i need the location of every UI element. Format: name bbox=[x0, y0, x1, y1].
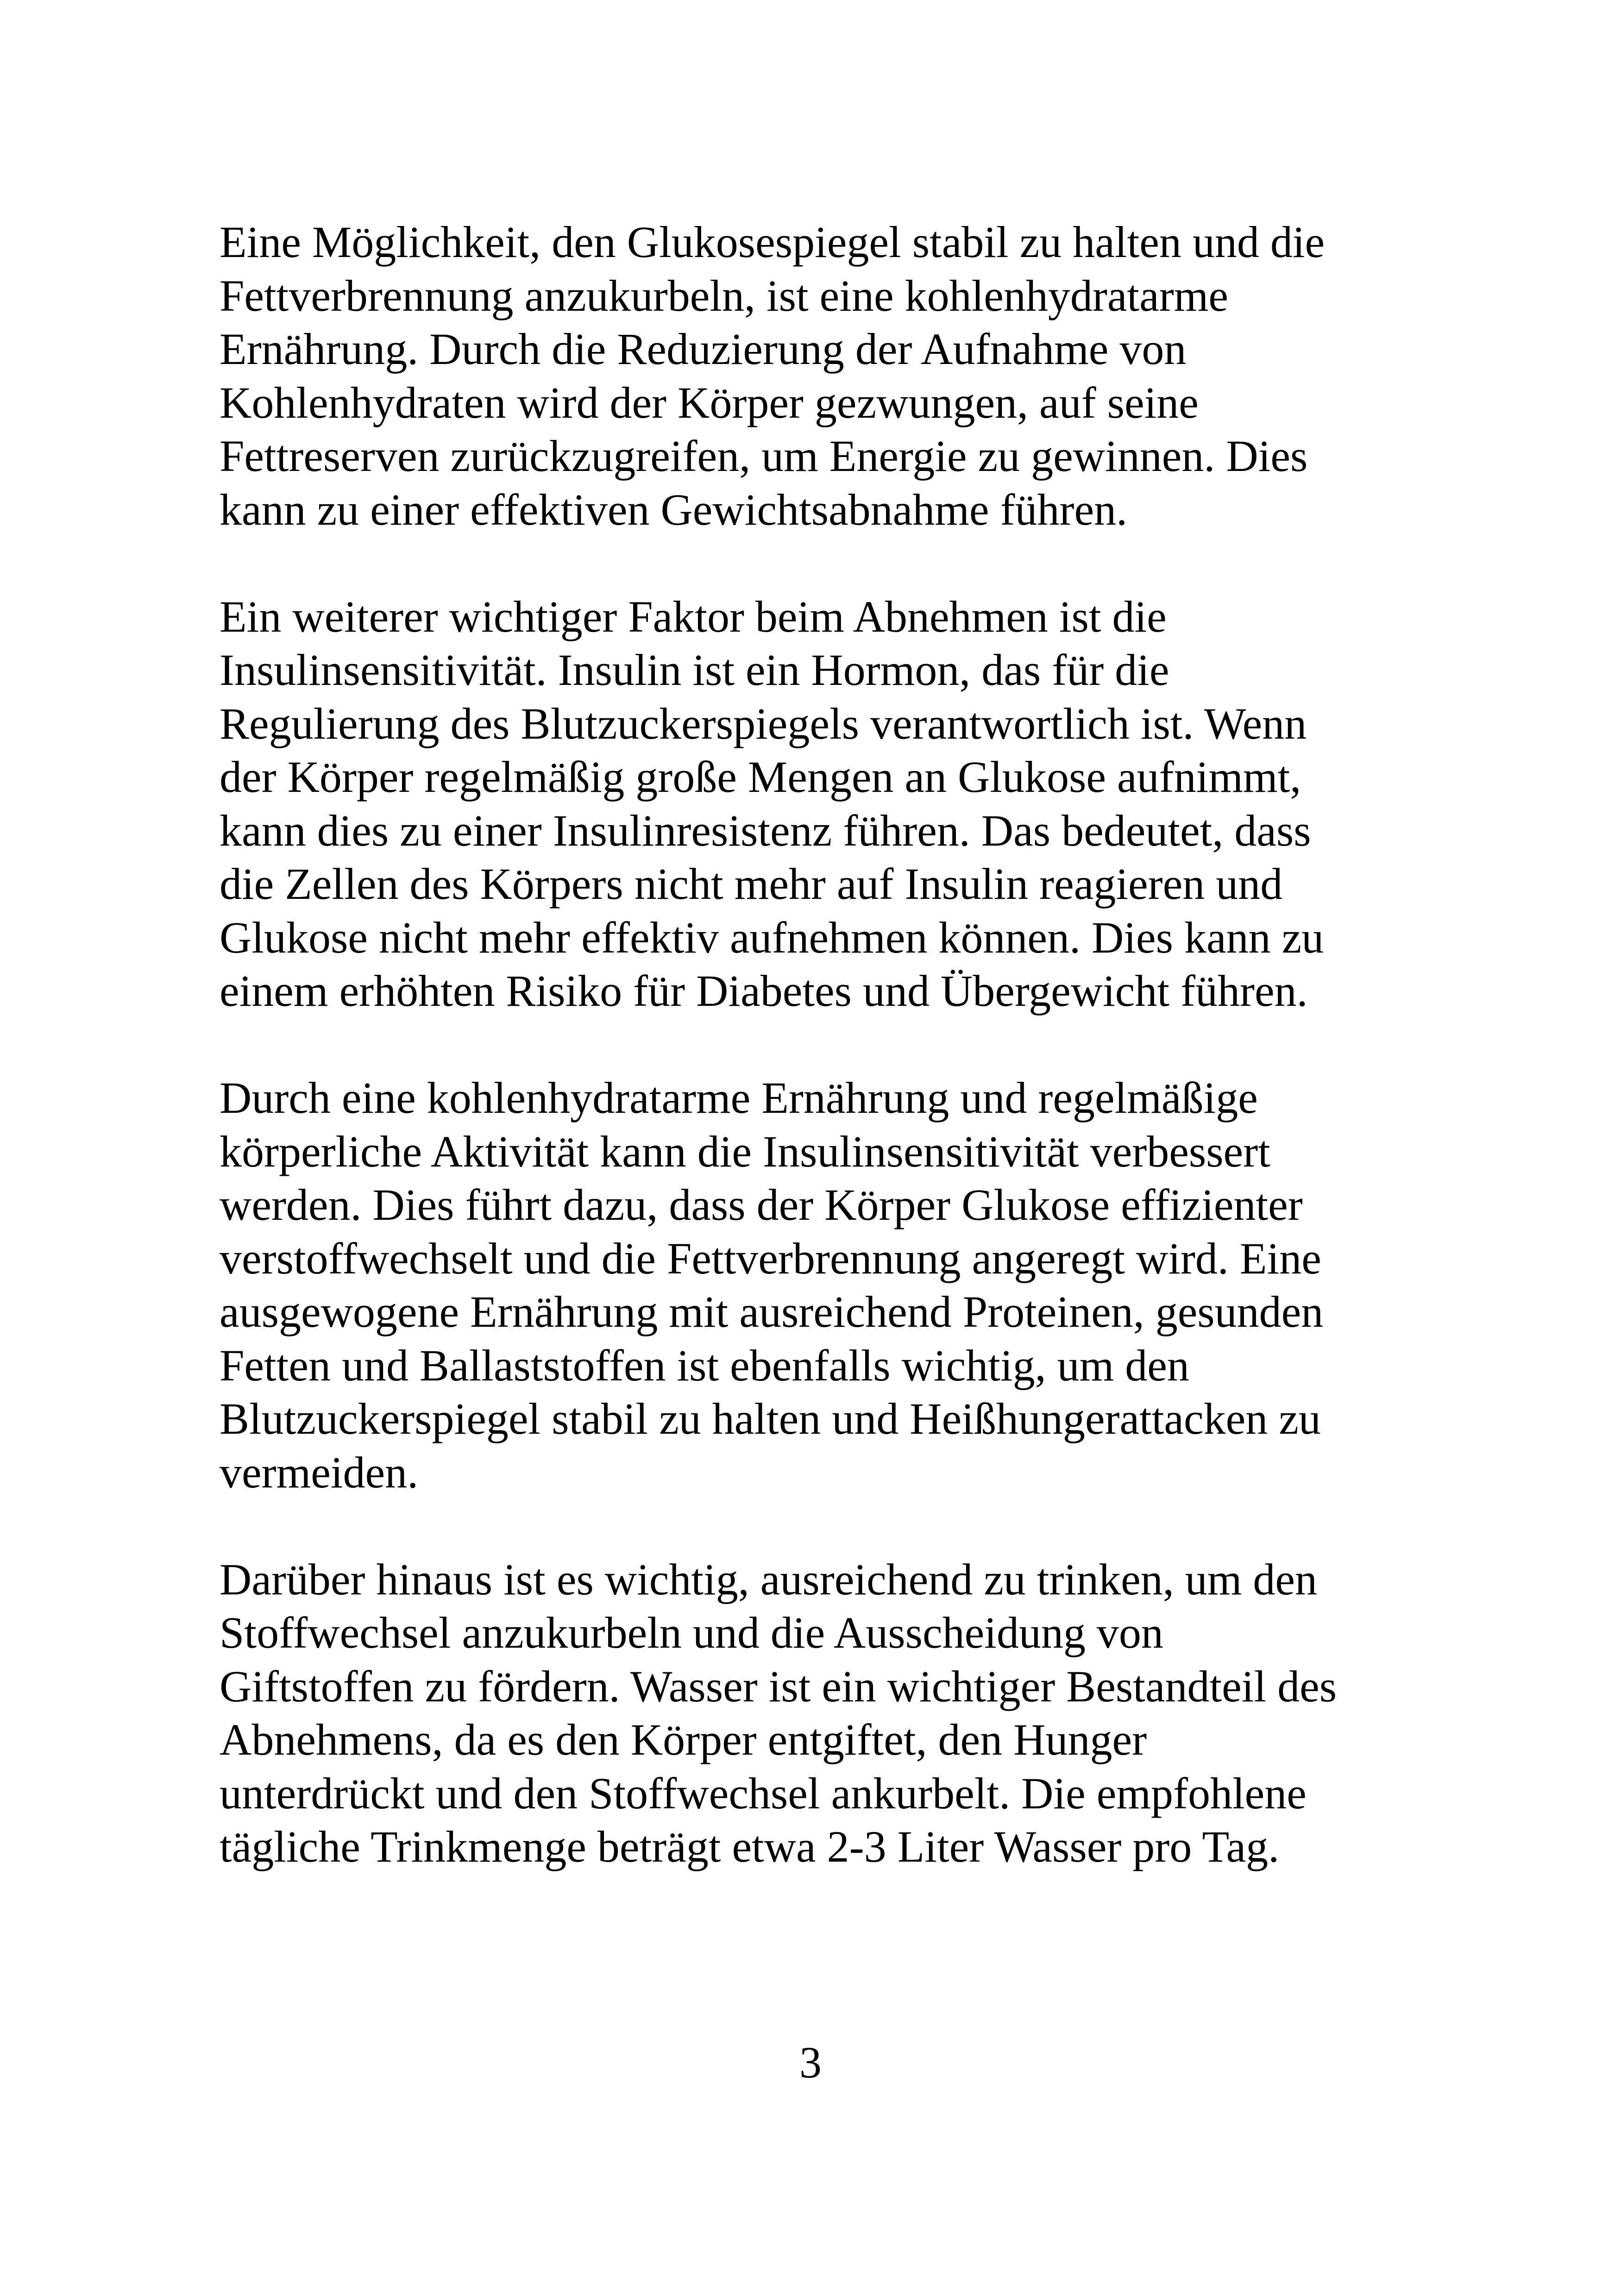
text-line: kann zu einer effektiven Gewichtsabnahme führen. bbox=[220, 484, 1128, 534]
text-line: Ernährung. Durch die Reduzierung der Aufnahme von bbox=[220, 324, 1187, 374]
paragraph-spacer bbox=[220, 1018, 1405, 1072]
text-line: Ein weiterer wichtiger Faktor beim Abnehmen ist die bbox=[220, 591, 1167, 641]
text-line: Fettreserven zurückzugreifen, um Energie zu gewinnen. Dies bbox=[220, 431, 1308, 481]
text-line: werden. Dies führt dazu, dass der Körper Glukose effizienter bbox=[220, 1180, 1303, 1230]
paragraph-spacer bbox=[220, 536, 1405, 590]
paragraph-kohlenhydratarme-ernaehrung bbox=[220, 1071, 1405, 1499]
text-line: vermeiden. bbox=[220, 1447, 419, 1497]
text-line: Kohlenhydraten wird der Körper gezwungen, auf seine bbox=[220, 377, 1199, 427]
paragraph-insulinsensitivitaet bbox=[220, 590, 1405, 1018]
paragraph-spacer bbox=[220, 1499, 1405, 1553]
body-text bbox=[220, 215, 1405, 1874]
text-line: kann dies zu einer Insulinresistenz führen. Das bedeutet, dass bbox=[220, 805, 1311, 855]
text-line: der Körper regelmäßig große Mengen an Glukose aufnimmt, bbox=[220, 752, 1301, 802]
text-line: tägliche Trinkmenge beträgt etwa 2-3 Liter Wasser pro Tag. bbox=[220, 1822, 1280, 1871]
text-line: Eine Möglichkeit, den Glukosespiegel stabil zu halten und die bbox=[220, 217, 1325, 267]
text-line: Blutzuckerspiegel stabil zu halten und Heißhungerattacken zu bbox=[220, 1394, 1321, 1443]
page-number: 3 bbox=[799, 2038, 822, 2087]
text-line: Stoffwechsel anzukurbeln und die Ausscheidung von bbox=[220, 1608, 1163, 1657]
text-line: Fetten und Ballaststoffen ist ebenfalls wichtig, um den bbox=[220, 1340, 1189, 1390]
text-line: Abnehmens, da es den Körper entgiftet, den Hunger bbox=[220, 1715, 1147, 1764]
text-line: Insulinsensitivität. Insulin ist ein Hormon, das für die bbox=[220, 645, 1169, 695]
paragraph-glukosespiegel bbox=[220, 215, 1405, 536]
text-line: Fettverbrennung anzukurbeln, ist eine kohlenhydratarme bbox=[220, 270, 1228, 320]
text-line: unterdrückt und den Stoffwechsel ankurbelt. Die empfohlene bbox=[220, 1768, 1307, 1818]
text-line: Regulierung des Blutzuckerspiegels verantwortlich ist. Wenn bbox=[220, 698, 1307, 748]
text-line: Darüber hinaus ist es wichtig, ausreichend zu trinken, um den bbox=[220, 1554, 1317, 1604]
text-line: die Zellen des Körpers nicht mehr auf Insulin reagieren und bbox=[220, 859, 1283, 909]
text-line: einem erhöhten Risiko für Diabetes und Übergewicht führen. bbox=[220, 966, 1308, 1016]
paragraph-trinken bbox=[220, 1553, 1405, 1874]
text-line: Giftstoffen zu fördern. Wasser ist ein wichtiger Bestandteil des bbox=[220, 1661, 1337, 1711]
text-line: Glukose nicht mehr effektiv aufnehmen können. Dies kann zu bbox=[220, 912, 1324, 962]
text-line: verstoffwechselt und die Fettverbrennung angeregt wird. Eine bbox=[220, 1233, 1321, 1283]
text-line: körperliche Aktivität kann die Insulinsensitivität verbessert bbox=[220, 1126, 1270, 1176]
text-line: ausgewogene Ernährung mit ausreichend Proteinen, gesunden bbox=[220, 1287, 1324, 1336]
text-line: Durch eine kohlenhydratarme Ernährung und regelmäßige bbox=[220, 1073, 1258, 1123]
